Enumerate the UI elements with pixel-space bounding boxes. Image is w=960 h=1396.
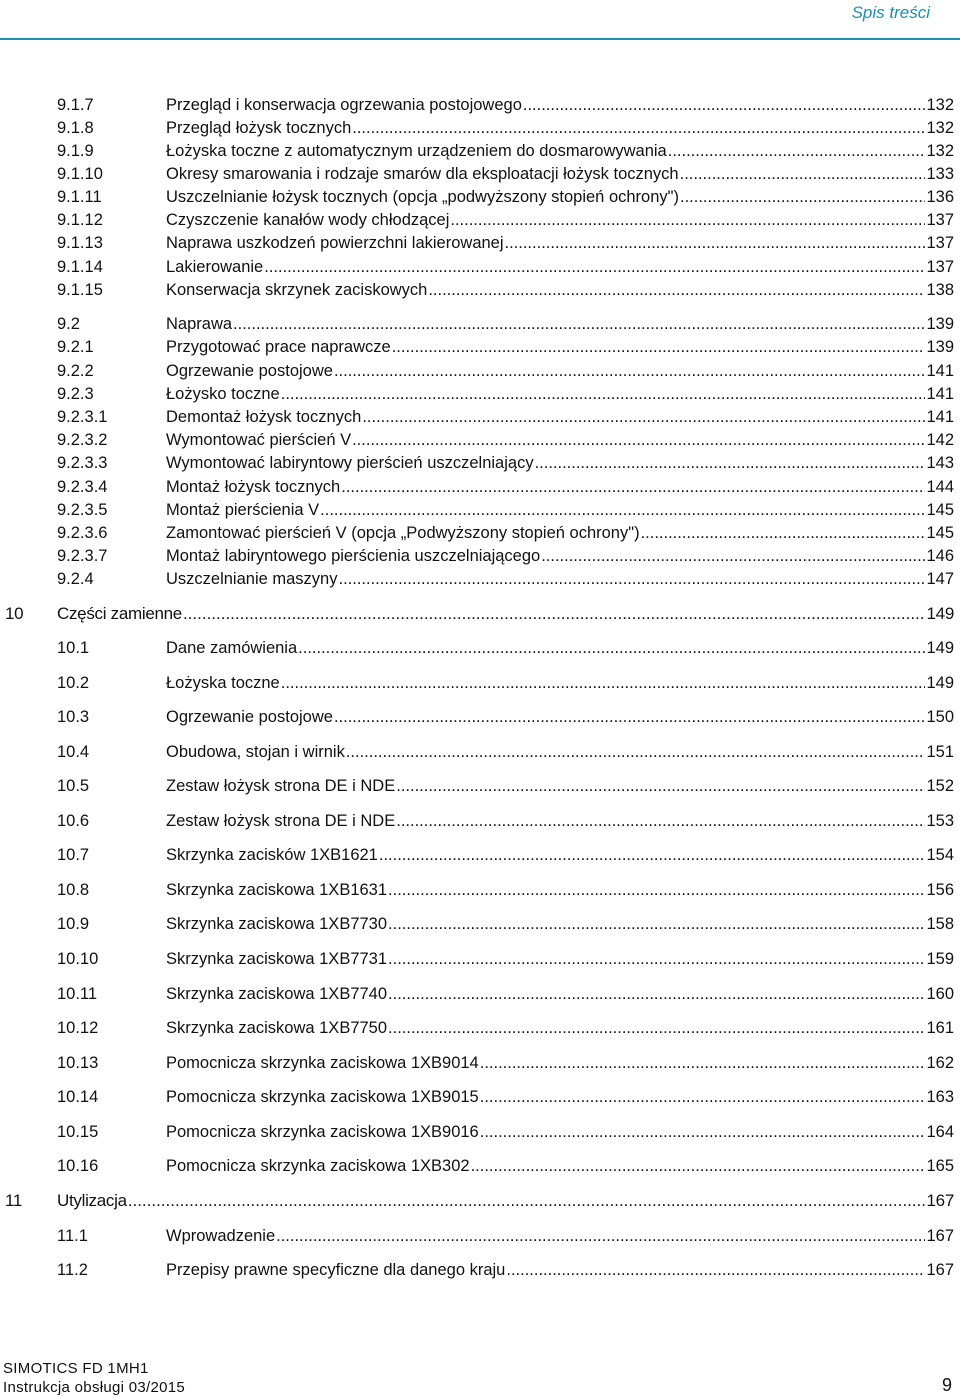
toc-chapter-entry[interactable] [0,603,960,625]
toc-entry-number: 9.2.3.3 [57,454,108,472]
toc-entry-line [166,452,954,474]
toc-entry[interactable] [0,313,960,335]
toc-entry[interactable] [0,256,960,278]
toc-entry-line [166,741,954,763]
toc-entry-page: 132 [926,142,954,160]
toc-entry-number: 10.9 [57,915,90,933]
toc-entry-number: 9.2.2 [57,362,94,380]
toc-entry-number: 10.8 [57,881,90,899]
toc-entry-page: 146 [926,547,954,565]
toc-entry-title: Skrzynka zaciskowa 1XB7740 [166,985,388,1003]
toc-entry-number: 9.2.3 [57,385,94,403]
toc-entry-page: 136 [926,188,954,206]
toc-entry-line [166,913,954,935]
dot-leader [680,163,926,185]
toc-entry[interactable] [0,637,960,659]
toc-entry-line [166,140,954,162]
toc-entry-line [166,313,954,335]
toc-entry-page: 149 [926,674,954,692]
toc-entry-number: 9.2.3.1 [57,408,108,426]
toc-entry[interactable] [0,406,960,428]
toc-entry-line [166,1225,954,1247]
toc-entry-title: Łożyska toczne [166,674,280,692]
dot-leader [392,336,926,358]
toc-entry-title: Naprawa [166,315,233,333]
toc-entry-line [166,1086,954,1108]
toc-entry-title: Dane zamówienia [166,639,298,657]
toc-entry[interactable] [0,383,960,405]
dot-leader [128,1190,926,1212]
toc-entry-number: 10.3 [57,708,90,726]
toc-entry-title: Skrzynka zaciskowa 1XB7731 [166,950,388,968]
toc-entry-page: 156 [926,881,954,899]
toc-entry[interactable] [0,810,960,832]
toc-entry[interactable] [0,452,960,474]
toc-entry-number: 10.13 [57,1054,99,1072]
toc-entry[interactable] [0,163,960,185]
toc-entry-number: 9.1.11 [57,188,102,206]
toc-entry-page: 162 [926,1054,954,1072]
toc-entry-line [166,1155,954,1177]
toc-entry-line [166,706,954,728]
dot-leader [338,568,925,590]
toc-entry-page: 144 [926,478,954,496]
toc-entry-line [166,1017,954,1039]
toc-entry-page: 150 [926,708,954,726]
toc-entry-line [166,279,954,301]
toc-entry-title: Zamontować pierścień V (opcja „Podwyższony stopień ochrony") [166,524,640,542]
toc-entry-number: 10.2 [57,674,90,692]
toc-entry-number: 10.4 [57,743,90,761]
toc-entry-page: 160 [926,985,954,1003]
toc-entry-number: 9.1.12 [57,211,103,229]
toc-entry[interactable] [0,476,960,498]
toc-entry-line [166,406,954,428]
toc-entry[interactable] [0,741,960,763]
toc-entry[interactable] [0,140,960,162]
toc-entry-page: 137 [926,211,954,229]
toc-entry-number: 9.1.8 [57,119,94,137]
toc-entry-page: 139 [926,338,954,356]
toc-entry[interactable] [0,336,960,358]
toc-entry-number: 9.1.9 [57,142,94,160]
toc-entry-page: 149 [926,639,954,657]
toc-entry-number: 9.2.3.2 [57,431,108,449]
toc-entry-page: 133 [926,165,954,183]
toc-entry-title: Łożysko toczne [166,385,280,403]
toc-entry-number: 11.1 [57,1227,88,1245]
toc-entry-page: 167 [926,1191,954,1210]
toc-entry[interactable] [0,775,960,797]
toc-entry-title: Utylizacja [57,1191,127,1210]
toc-entry-number: 10.6 [57,812,90,830]
toc-entry-title: Obudowa, stojan i wirnik [166,743,345,761]
dot-leader [388,913,925,935]
toc-entry-page: 137 [926,258,954,276]
dot-leader [298,637,925,659]
toc-entry-line [166,1052,954,1074]
toc-entry[interactable] [0,913,960,935]
toc-entry[interactable] [0,1086,960,1108]
toc-entry-title: Wymontować labiryntowy pierścień uszczelniający [166,454,534,472]
dot-leader [341,476,925,498]
toc-entry-number: 9.2.4 [57,570,94,588]
footer-manual-edition: Instrukcja obsługi 03/2015 [3,1379,186,1396]
toc-entry-title: Wprowadzenie [166,1227,276,1245]
toc-entry-number: 9.2.1 [57,338,94,356]
dot-leader [541,545,925,567]
dot-leader [396,775,925,797]
toc-entry-number: 10.14 [57,1088,99,1106]
toc-entry[interactable] [0,1121,960,1143]
toc-entry-title: Skrzynka zacisków 1XB1621 [166,846,378,864]
toc-entry-line [166,232,954,254]
header-rule [0,38,960,40]
toc-entry-number: 11.2 [57,1261,88,1279]
toc-entry-line [166,568,954,590]
dot-leader [523,94,926,116]
toc-entry-title: Zestaw łożysk strona DE i NDE [166,812,396,830]
toc-entry-number: 10.1 [57,639,90,657]
toc-chapter-entry[interactable] [0,1190,960,1212]
toc-entry-number: 11 [5,1191,23,1210]
toc-entry[interactable] [0,232,960,254]
toc-entry-page: 145 [926,501,954,519]
toc-entry[interactable] [0,429,960,451]
toc-entry-title: Okresy smarowania i rodzaje smarów dla eksploatacji łożysk tocznych [166,165,679,183]
toc-entry-number: 10.11 [57,985,98,1003]
dot-leader [334,706,926,728]
toc-entry-page: 149 [926,604,954,623]
toc-entry-number: 10.10 [57,950,99,968]
toc-entry[interactable] [0,1155,960,1177]
dot-leader [668,140,926,162]
toc-entry[interactable] [0,948,960,970]
toc-entry-title: Przygotować prace naprawcze [166,338,391,356]
toc-entry[interactable] [0,360,960,382]
toc-entry-line [166,163,954,185]
dot-leader [480,1121,926,1143]
dot-leader [506,1259,925,1281]
toc-entry-line [57,1190,954,1212]
toc-entry-title: Części zamienne [57,604,182,623]
toc-entry-number: 9.1.10 [57,165,103,183]
toc-entry-title: Skrzynka zaciskowa 1XB7730 [166,915,388,933]
dot-leader [346,741,926,763]
dot-leader [362,406,925,428]
footer-page-number: 9 [941,1375,952,1395]
toc-entry[interactable] [0,94,960,116]
toc-entry[interactable] [0,1259,960,1281]
toc-entry-number: 10.7 [57,846,90,864]
toc-entry-line [166,117,954,139]
toc-entry-title: Zestaw łożysk strona DE i NDE [166,777,396,795]
toc-entry-title: Pomocnicza skrzynka zaciskowa 1XB9015 [166,1088,479,1106]
dot-leader [641,522,926,544]
toc-entry-page: 163 [926,1088,954,1106]
toc-entry[interactable] [0,879,960,901]
toc-entry-title: Skrzynka zaciskowa 1XB1631 [166,881,388,899]
dot-leader [428,279,925,301]
toc-entry-title: Uszczelnianie maszyny [166,570,338,588]
dot-leader [480,1086,926,1108]
toc-entry-title: Naprawa uszkodzeń powierzchni lakierowanej [166,234,504,252]
toc-entry-title: Ogrzewanie postojowe [166,362,333,380]
toc-entry-number: 9.2.3.7 [57,547,108,565]
toc-entry-line [166,948,954,970]
toc-entry-line [166,499,954,521]
toc-entry-number: 10.15 [57,1123,99,1141]
dot-leader [264,256,925,278]
toc-entry-page: 167 [926,1261,954,1279]
toc-entry-page: 154 [926,846,954,864]
toc-entry-line [166,879,954,901]
toc-entry-page: 151 [926,743,954,761]
toc-entry-title: Skrzynka zaciskowa 1XB7750 [166,1019,388,1037]
dot-leader [352,429,925,451]
toc-entry-page: 143 [926,454,954,472]
toc-entry[interactable] [0,117,960,139]
toc-entry-line [166,429,954,451]
dot-leader [535,452,926,474]
dot-leader [334,360,926,382]
toc-entry-title: Lakierowanie [166,258,264,276]
toc-entry-page: 147 [926,570,954,588]
toc-entry-number: 10.12 [57,1019,99,1037]
dot-leader [352,117,925,139]
toc-entry-number: 9.1.15 [57,281,103,299]
toc-entry-line [166,186,954,208]
toc-entry-page: 137 [926,234,954,252]
toc-entry-line [57,603,954,625]
dot-leader [480,1052,926,1074]
dot-leader [396,810,925,832]
toc-entry-line [166,1259,954,1281]
toc-entry[interactable] [0,1017,960,1039]
toc-entry-title: Przegląd i konserwacja ogrzewania postojowego [166,96,522,114]
toc-entry-number: 9.2 [57,315,80,333]
dot-leader [276,1225,925,1247]
toc-entry-line [166,336,954,358]
toc-entry-line [166,256,954,278]
toc-entry-page: 153 [926,812,954,830]
toc-entry-title: Przegląd łożysk tocznych [166,119,352,137]
toc-entry[interactable] [0,522,960,544]
dot-leader [379,844,926,866]
toc-entry-page: 161 [926,1019,954,1037]
toc-entry-page: 132 [926,96,954,114]
toc-entry-title: Ogrzewanie postojowe [166,708,333,726]
toc-entry[interactable] [0,706,960,728]
toc-entry-page: 165 [926,1157,954,1175]
toc-entry-number: 9.1.13 [57,234,103,252]
toc-entry-title: Montaż łożysk tocznych [166,478,341,496]
toc-entry-page: 141 [926,385,954,403]
toc-entry-line [166,637,954,659]
toc-entry-line [166,360,954,382]
toc-entry-title: Wymontować pierścień V [166,431,352,449]
toc-entry-line [166,983,954,1005]
toc-entry-line [166,209,954,231]
toc-entry[interactable] [0,499,960,521]
dot-leader [505,232,926,254]
toc-entry[interactable] [0,279,960,301]
toc-entry-line [166,775,954,797]
toc-entry[interactable] [0,1052,960,1074]
toc-entry-number: 9.1.7 [57,96,94,114]
toc-entry-page: 167 [926,1227,954,1245]
dot-leader [388,983,925,1005]
toc-entry[interactable] [0,983,960,1005]
toc-entry-title: Montaż labiryntowego pierścienia uszczelniającego [166,547,541,565]
toc-entry-title: Montaż pierścienia V [166,501,320,519]
dot-leader [388,1017,925,1039]
toc-entry-title: Pomocnicza skrzynka zaciskowa 1XB302 [166,1157,470,1175]
dot-leader [183,603,926,625]
toc-entry-number: 10.5 [57,777,90,795]
toc-entry-title: Uszczelnianie łożysk tocznych (opcja „podwyższony stopień ochrony") [166,188,679,206]
toc-entry-line [166,672,954,694]
dot-leader [320,499,925,521]
toc-entry-page: 141 [926,408,954,426]
dot-leader [281,383,926,405]
toc-entry-number: 9.1.14 [57,258,103,276]
toc-entry-line [166,545,954,567]
toc-entry-page: 152 [926,777,954,795]
toc-entry-number: 9.2.3.6 [57,524,108,542]
toc-entry-number: 9.2.3.5 [57,501,108,519]
toc-entry-title: Pomocnicza skrzynka zaciskowa 1XB9016 [166,1123,479,1141]
toc-entry-line [166,383,954,405]
dot-leader [388,948,925,970]
toc-entry-line [166,1121,954,1143]
toc-entry[interactable] [0,844,960,866]
toc-entry-page: 164 [926,1123,954,1141]
toc-entry-line [166,476,954,498]
toc-entry-page: 142 [926,431,954,449]
page-header-title: Spis treści [851,3,930,22]
toc-entry-title: Czyszczenie kanałów wody chłodzącej [166,211,450,229]
dot-leader [680,186,925,208]
toc-entry-page: 158 [926,915,954,933]
toc-entry-number: 10.16 [57,1157,99,1175]
toc-entry-line [166,844,954,866]
toc-entry[interactable] [0,1225,960,1247]
dot-leader [450,209,925,231]
dot-leader [281,672,926,694]
dot-leader [388,879,925,901]
toc-entry[interactable] [0,672,960,694]
toc-entry[interactable] [0,545,960,567]
toc-entry-number: 9.2.3.4 [57,478,108,496]
toc-entry-page: 159 [926,950,954,968]
toc-entry-line [166,94,954,116]
toc-entry-title: Demontaż łożysk tocznych [166,408,362,426]
footer-product-name: SIMOTICS FD 1MH1 [3,1360,149,1377]
dot-leader [471,1155,926,1177]
toc-entry-page: 139 [926,315,954,333]
toc-entry-page: 145 [926,524,954,542]
toc-entry[interactable] [0,568,960,590]
toc-entry-title: Konserwacja skrzynek zaciskowych [166,281,428,299]
toc-entry[interactable] [0,209,960,231]
toc-entry-line [166,522,954,544]
toc-entry-page: 132 [926,119,954,137]
toc-entry-title: Łożyska toczne z automatycznym urządzeniem do dosmarowywania [166,142,667,160]
toc-entry-page: 141 [926,362,954,380]
dot-leader [233,313,925,335]
toc-entry-title: Przepisy prawne specyficzne dla danego kraju [166,1261,506,1279]
toc-entry-number: 10 [5,604,24,623]
toc-entry-title: Pomocnicza skrzynka zaciskowa 1XB9014 [166,1054,479,1072]
toc-entry[interactable] [0,186,960,208]
toc-entry-page: 138 [926,281,954,299]
toc-entry-line [166,810,954,832]
